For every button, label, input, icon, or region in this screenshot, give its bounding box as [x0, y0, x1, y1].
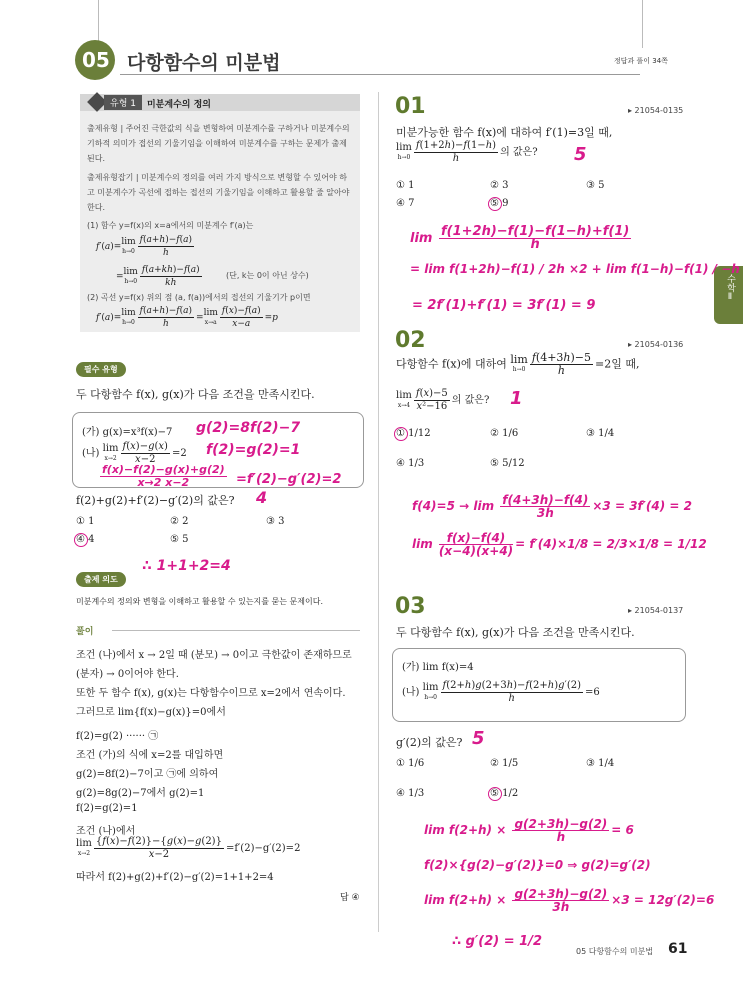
sol-line-4: 그러므로 lim{f(x)−g(x)}=0에서 — [76, 707, 226, 718]
sol-line-10: 조건 (나)에서 — [76, 826, 136, 837]
q2-number: 02 — [395, 328, 426, 353]
q2-choice-2[interactable]: ② 1/6 — [490, 428, 519, 439]
sol-line-5: f(2)=g(2) ······ ㉠ — [76, 731, 159, 742]
q3-hw-line2: f(2)×{g(2)−g′(2)}=0 ⇒ g(2)=g′(2) — [424, 858, 651, 872]
sol-line-9: f(2)=g(2)=1 — [76, 803, 138, 814]
choice-1[interactable]: ① 1 — [76, 516, 95, 527]
cond-b-suffix: =2 — [171, 448, 187, 459]
q1-tail: 의 값은? — [500, 147, 538, 158]
q3-text: 두 다항함수 f(x), g(x)가 다음 조건을 만족시킨다. — [396, 626, 635, 639]
q2-hw-answer: 1 — [510, 388, 523, 409]
sol-line-7: g(2)=8f(2)−7이고 ㉠에 의하여 — [76, 769, 219, 780]
q3-choice-5[interactable]: ⑤ 1/2 — [490, 788, 519, 799]
q1-choice-5[interactable]: ⑤ 9 — [490, 198, 509, 209]
q2-choice-4[interactable]: ④ 1/3 — [396, 458, 425, 469]
cond-a: (가) g(x)=x³f(x)−7 — [82, 427, 173, 438]
q3-code: ▸ 21054-0137 — [628, 606, 684, 615]
footer-chapter: 05 다항함수의 미분법 — [576, 947, 654, 956]
section-title: 다항함수의 미분법 — [127, 52, 281, 74]
q2-hw-line2-tail: = f′(4)×1/8 = 2/3×1/8 = 1/12 — [515, 537, 707, 551]
top-rule-right — [642, 0, 643, 48]
q3-choice-3[interactable]: ③ 1/4 — [586, 758, 615, 769]
q3-hw-line1-tail: = 6 — [611, 823, 634, 837]
q3-choice-2[interactable]: ② 1/5 — [490, 758, 519, 769]
choice-2[interactable]: ② 2 — [170, 516, 189, 527]
main-question: f(2)+g(2)+f′(2)−g′(2)의 값은? — [76, 494, 235, 507]
q2-text-tail: =2일 때, — [595, 357, 640, 371]
q3-choice-4[interactable]: ④ 1/3 — [396, 788, 425, 799]
sol-formula: lim x→2 $\frac{\{f(x)-f(2)\}-\{g(x)-g(2)\}}{x-2}$ =f′(2)−g′(2)=2 — [76, 836, 301, 860]
q2-text: 다항함수 f(x)에 대하여 lim h→0 $\frac{f(4+3h)-5}{h}$ =2일 때, — [396, 351, 640, 377]
cond-b: (나) lim x→2 $\frac{f(x)-g(x)}{x-2}$ =2 — [82, 441, 187, 465]
type-label: 유형 1 — [104, 95, 142, 110]
q1-choice-2[interactable]: ② 3 — [490, 180, 509, 191]
q3-hw-line3: lim f(2+h) × $\frac{g(2+3h)-g(2)}{3h}$ ×3 = 12g′(2)=6 — [424, 887, 715, 914]
q1-text: 미분가능한 함수 f(x)에 대하여 f′(1)=3일 때, — [396, 126, 613, 139]
q2-choice-1[interactable]: ① 1/12 — [396, 428, 431, 439]
q3-number: 03 — [395, 594, 426, 619]
item-2: (2) 곡선 y=f(x) 위의 점 (a, f(a))에서의 접선의 기울기가 p이면 — [87, 293, 311, 302]
type-desc-1: 출제유형 | 주어진 극한값의 식을 변형하여 미분계수를 구하거나 미분계수의 기하적 의미가 접선의 기울기임을 이해하여 미분계수를 구하는 문제가 출제된다. — [87, 124, 350, 163]
q1-hw-answer: 5 — [574, 144, 587, 165]
sol-formula-rhs: =f′(2)−g′(2)=2 — [225, 843, 301, 854]
item-1-note: (단, k는 0이 아닌 상수) — [226, 271, 309, 280]
q3-cond-b: (나) lim h→0 $\frac{f(2+h)g(2+3h)-f(2+h)g'(2)}{h}$ =6 — [402, 680, 600, 704]
q2-formula: lim x→4 $\frac{f(x)-5}{\text{x²−16}}$ 의 값은? — [396, 388, 490, 412]
section-number: 05 — [82, 48, 110, 72]
q3-hw-line1: lim f(2+h) × $\frac{g(2+3h)-g(2)}{h}$ = 6 — [424, 817, 634, 844]
type-title: 미분계수의 정의 — [147, 100, 211, 110]
hw-deriv: =f′(2)−g′(2)=2 — [236, 472, 342, 487]
formula-1: f′(a)=lim h→0 $\frac{f(a+h)-f(a)}{h}$ — [96, 235, 193, 258]
sol-line-8: g(2)=8g(2)−7에서 g(2)=1 — [76, 788, 205, 799]
choice-5[interactable]: ⑤ 5 — [170, 534, 189, 545]
q3-hw-final: ∴ g′(2) = 1/2 — [452, 934, 543, 949]
solution-rule — [112, 630, 360, 631]
choice-4[interactable]: ④ 4 — [76, 534, 95, 545]
q2-choice-5[interactable]: ⑤ 5/12 — [490, 458, 525, 469]
q2-hw-line1: f(4)=5 → lim $\frac{f(4+3h)-f(4)}{3h}$ ×3 = 3f′(4) = 2 — [412, 493, 693, 520]
choice-3[interactable]: ③ 3 — [266, 516, 285, 527]
q3-choice-1[interactable]: ① 1/6 — [396, 758, 425, 769]
hw-cond-a: g(2)=8f(2)−7 — [196, 420, 301, 436]
q1-choice-3[interactable]: ③ 5 — [586, 180, 605, 191]
type-desc-2: 출제유형잡기 | 미분계수의 정의를 여러 가지 방식으로 변형할 수 있어야 하고 미분계수가 곡선에 접하는 접선의 기울기임을 이해하고 활용할 줄 알아야 한다. — [87, 173, 350, 212]
answer-ref: 정답과 풀이 34쪽 — [614, 57, 668, 65]
q3-hw-line3-tail: ×3 = 12g′(2)=6 — [611, 893, 715, 907]
sol-final: 따라서 f(2)+g(2)+f′(2)−g′(2)=1+1+2=4 — [76, 872, 274, 883]
q2-choice-1-circle-mark — [394, 427, 408, 441]
q3-hw-answer: 5 — [472, 728, 485, 749]
answer-mark: 답 ④ — [340, 893, 360, 903]
q3-cond-b-prefix: (나) — [402, 687, 420, 698]
formula-2: =lim h→0 $\frac{f(a+kh)-f(a)}{kh}$ — [116, 265, 200, 288]
main-problem: 두 다항함수 f(x), g(x)가 다음 조건을 만족시킨다. — [76, 388, 315, 401]
solution-label: 풀이 — [76, 627, 94, 637]
q1-hw-line2: = lim f(1+2h)−f(1) / 2h ×2 + lim f(1−h)−f(1) / −h — [410, 262, 740, 276]
q2-hw-line1-lead: f(4)=5 → — [412, 499, 470, 513]
page-number: 61 — [668, 941, 688, 957]
column-divider — [378, 92, 379, 932]
q2-text-lead: 다항함수 f(x)에 대하여 — [396, 357, 507, 371]
q3-choice-5-circle-mark — [488, 787, 502, 801]
must-type-tag: 필수 유형 — [76, 362, 126, 377]
q2-code: ▸ 21054-0136 — [628, 340, 684, 349]
q1-formula: lim h→0 $\frac{f(1+2h)-f(1-h)}{h}$ 의 값은? — [396, 140, 538, 164]
hw-cond-b: f(2)=g(2)=1 — [206, 442, 301, 458]
sol-line-6: 조건 (가)의 식에 x=2를 대입하면 — [76, 750, 224, 761]
q1-code: ▸ 21054-0135 — [628, 106, 684, 115]
q3-cond-a: (가) lim f(x)=4 — [402, 662, 474, 673]
cond-b-prefix: (나) — [82, 448, 100, 459]
q1-choice-5-circle-mark — [488, 197, 502, 211]
q2-tail: 의 값은? — [451, 395, 490, 406]
q3-cond-b-suffix: =6 — [584, 687, 600, 698]
q1-number: 01 — [395, 94, 426, 119]
q2-hw-line1-tail: ×3 = 3f′(4) = 2 — [592, 499, 693, 513]
q3-question: g′(2)의 값은? — [396, 736, 463, 749]
sol-line-2: (분자) → 0이어야 한다. — [76, 669, 179, 680]
side-tab-label: 수학Ⅱ — [725, 274, 735, 302]
intent-text: 미분계수의 정의와 변형을 이해하고 활용할 수 있는지를 묻는 문제이다. — [76, 597, 323, 606]
formula-3: f′(a)=lim h→0 $\frac{f(a+h)-f(a)}{h}$ =lim x→a $\frac{f(x)-f(a)}{x-a}$ =p — [96, 306, 278, 329]
sol-line-3: 또한 두 함수 f(x), g(x)는 다항함수이므로 x=2에서 연속이다. — [76, 688, 346, 699]
hw-sum: ∴ 1+1+2=4 — [142, 558, 231, 574]
sol-line-1: 조건 (나)에서 x → 2일 때 (분모) → 0이고 극한값이 존재하므로 — [76, 650, 352, 661]
item-1: (1) 함수 y=f(x)의 x=a에서의 미분계수 f′(a)는 — [87, 221, 254, 230]
hw-question-answer: 4 — [256, 488, 268, 507]
q1-choice-1[interactable]: ① 1 — [396, 180, 415, 191]
choice-4-circle-mark — [74, 533, 88, 547]
q1-hw-line1: lim $\frac{f(1+2h)-f(1)-f(1-h)+f(1)}{h}$ — [410, 224, 630, 252]
hw-deriv-expr: $\frac{f(x)-f(2)-g(x)+g(2)}{x\to 2 x-2}$ — [102, 463, 225, 489]
q2-choice-3[interactable]: ③ 1/4 — [586, 428, 615, 439]
q1-choice-4[interactable]: ④ 7 — [396, 198, 415, 209]
q1-hw-line3: = 2f′(1)+f′(1) = 3f′(1) = 9 — [412, 298, 596, 313]
intent-tag: 출제 의도 — [76, 572, 126, 587]
q2-hw-line2: lim $\frac{f(x)-f(4)}{(x-4)(x+4)}$ = f′(4)×1/8 = 2/3×1/8 = 1/12 — [412, 531, 707, 558]
